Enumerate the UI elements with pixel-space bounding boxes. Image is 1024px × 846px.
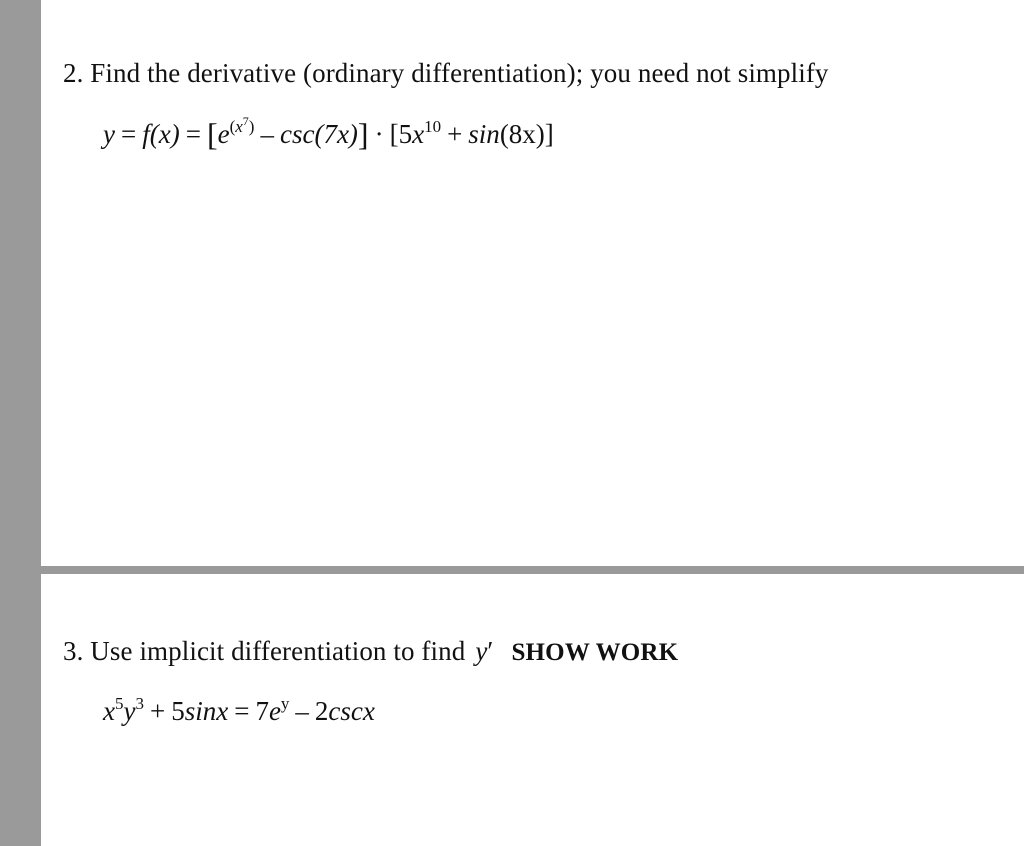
exp-open-paren: ( [229, 117, 236, 136]
left-bracket-2: [5 [389, 119, 413, 149]
plus-sign: + [447, 119, 463, 149]
minus-sign: – [260, 119, 274, 149]
exp-base-e: e [268, 696, 281, 726]
equals-sign: = [120, 119, 137, 149]
problem-3-equation [103, 694, 375, 727]
x10-base: x [412, 119, 425, 149]
exp-power-y: y [280, 694, 290, 713]
problem-3-heading-text: 3. Use implicit differentiation to find [63, 636, 466, 666]
minus-sign: – [295, 696, 309, 726]
func-f-arg: (x) [149, 119, 180, 149]
left-margin-bar [0, 0, 41, 846]
sin-function: sin [468, 119, 500, 149]
coef-2: 2 [314, 696, 329, 726]
var-x: x [103, 696, 115, 726]
sinx-term: sinx [184, 696, 229, 726]
exponent-x7 [229, 114, 255, 136]
problem-2-equation [103, 114, 554, 150]
left-bracket-1: [ [206, 116, 218, 152]
coef-5: 5 [171, 696, 185, 726]
var-y: y [103, 119, 115, 149]
problem-3-heading [63, 636, 678, 667]
right-bracket-2: ] [544, 119, 554, 149]
target-var-y: y [475, 636, 488, 666]
right-bracket-1: ] [357, 116, 369, 152]
sin-argument: (8x) [499, 119, 545, 149]
equals-sign: = [234, 696, 250, 726]
exp-base-e: e [217, 119, 230, 149]
var-y: y [123, 696, 136, 726]
prime-mark: ′ [487, 636, 494, 666]
x-power: 5 [114, 694, 124, 713]
page-separator [41, 566, 1024, 574]
equals-sign-2: = [185, 119, 201, 149]
cscx-term: cscx [328, 696, 375, 726]
show-work-label: SHOW WORK [511, 639, 679, 666]
y-power: 3 [135, 694, 144, 713]
exp-close-paren: ) [248, 117, 255, 136]
x10-power: 10 [424, 117, 442, 136]
csc-function: csc [279, 119, 315, 149]
csc-argument: (7x) [314, 119, 358, 149]
func-f: f [142, 119, 150, 149]
multiply-dot: · [374, 119, 384, 149]
problem-2-heading: 2. Find the derivative (ordinary differentiation); you need not simplify [63, 58, 829, 88]
plus-sign: + [149, 696, 166, 726]
coef-7: 7 [255, 696, 269, 726]
exp-x: x [235, 117, 243, 136]
exp-power-7: 7 [242, 114, 249, 128]
